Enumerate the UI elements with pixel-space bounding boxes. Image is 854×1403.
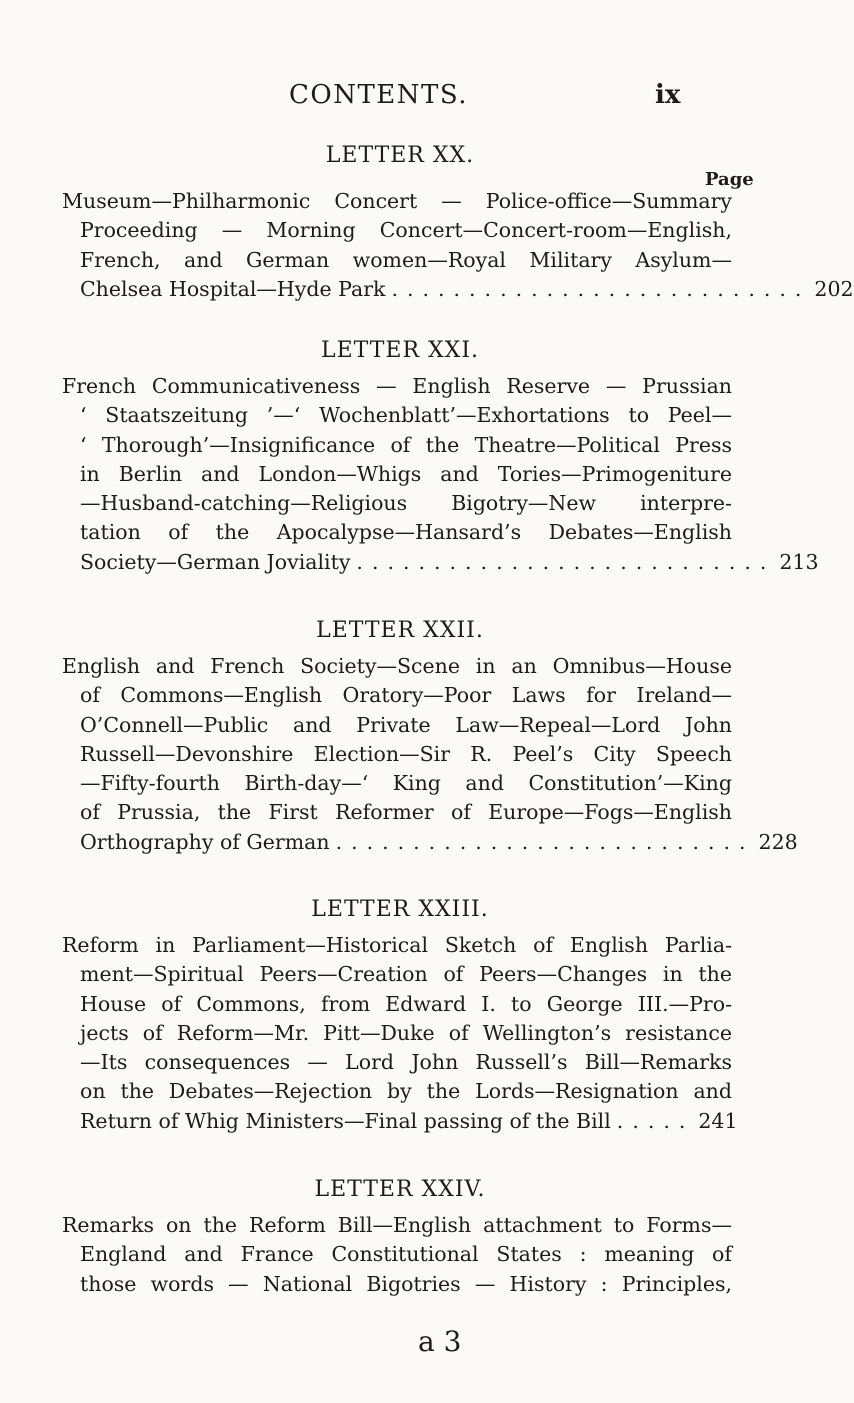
- letter-summary: [62, 372, 819, 577]
- letter-summary: [62, 187, 854, 304]
- dot-leader: ...........................: [356, 549, 776, 574]
- summary-last-line: [62, 275, 854, 304]
- summary-last-line: [62, 548, 819, 577]
- summary-line: Remarks on the Reform Bill—English attachment to Forms—: [62, 1213, 732, 1237]
- summary-line: of Commons—English Oratory—Poor Laws for Ireland—: [80, 683, 732, 708]
- summary-line: of Prussia, the First Reformer of Europe—Fogs—English: [80, 800, 732, 825]
- summary-line: ment—Spiritual Peers—Creation of Peers—Changes in the: [80, 962, 732, 987]
- letter-title: LETTER XXII.: [316, 618, 484, 643]
- dot-leader: .....: [616, 1108, 695, 1133]
- summary-line: Museum—Philharmonic Concert — Police-office—Summary: [62, 189, 732, 213]
- summary-line: Chelsea Hospital—Hyde Park: [80, 276, 386, 301]
- summary-line: Proceeding — Morning Concert—Concert-room—English,: [80, 218, 732, 243]
- summary-line: those words — National Bigotries — History : Principles,: [80, 1271, 732, 1296]
- letter-summary: [62, 652, 798, 857]
- running-header: [0, 80, 800, 120]
- summary-line: French, and German women—Royal Military Asylum—: [80, 247, 732, 272]
- summary-line: —Fifty-fourth Birth-day—‘ King and Constitution’—King: [80, 771, 732, 796]
- letter-title: LETTER XXI.: [320, 338, 480, 363]
- letter-title: LETTER XXIII.: [311, 897, 489, 922]
- summary-line: Society—German Joviality: [80, 549, 351, 574]
- dot-leader: ...........................: [391, 276, 811, 301]
- summary-line: —Its consequences — Lord John Russell’s Bill—Remarks: [80, 1050, 732, 1075]
- summary-line: ‘ Thorough’—Insignificance of the Theatre—Political Press: [80, 432, 732, 457]
- entry-page-number: 241: [698, 1108, 738, 1133]
- letter-summary: [62, 1211, 732, 1299]
- summary-line: in Berlin and London—Whigs and Tories—Primogeniture: [80, 461, 732, 486]
- page-number: ix: [655, 80, 681, 110]
- summary-line: jects of Reform—Mr. Pitt—Duke of Wellington’s resistance: [80, 1020, 732, 1045]
- entry-page-number: 228: [758, 829, 798, 854]
- summary-line: —Husband-catching—Religious Bigotry—New interpre-: [80, 491, 732, 516]
- letter-summary: [62, 931, 738, 1136]
- summary-line: Reform in Parliament—Historical Sketch of English Parlia-: [62, 933, 732, 957]
- summary-line: ‘ Staatszeitung ’—‘ Wochenblatt’—Exhortations to Peel—: [80, 403, 732, 428]
- summary-line: English and French Society—Scene in an Omnibus—House: [62, 654, 732, 678]
- summary-last-line: [62, 1107, 738, 1136]
- summary-line: tation of the Apocalypse—Hansard’s Debates—English: [80, 520, 732, 545]
- page-column-label: Page: [705, 169, 754, 190]
- summary-line: House of Commons, from Edward I. to George III.—Pro-: [80, 991, 732, 1016]
- summary-last-line: [62, 828, 798, 857]
- summary-line: O’Connell—Public and Private Law—Repeal—Lord John: [80, 712, 732, 737]
- entry-page-number: 213: [779, 549, 819, 574]
- summary-line: England and France Constitutional States : meaning of: [80, 1242, 732, 1267]
- summary-line: French Communicativeness — English Reserve — Prussian: [62, 374, 732, 398]
- running-title: CONTENTS.: [289, 80, 469, 110]
- entry-page-number: 202: [814, 276, 854, 301]
- letter-title: LETTER XXIV.: [314, 1177, 486, 1202]
- summary-line: Russell—Devonshire Election—Sir R. Peel’s City Speech: [80, 741, 732, 766]
- dot-leader: ...........................: [335, 829, 755, 854]
- signature-mark: a 3: [418, 1325, 462, 1358]
- summary-line: on the Debates—Rejection by the Lords—Resignation and: [80, 1079, 732, 1104]
- letter-title: LETTER XX.: [325, 143, 475, 168]
- summary-line: Orthography of German: [80, 829, 330, 854]
- summary-line: Return of Whig Ministers—Final passing of the Bill: [80, 1108, 611, 1133]
